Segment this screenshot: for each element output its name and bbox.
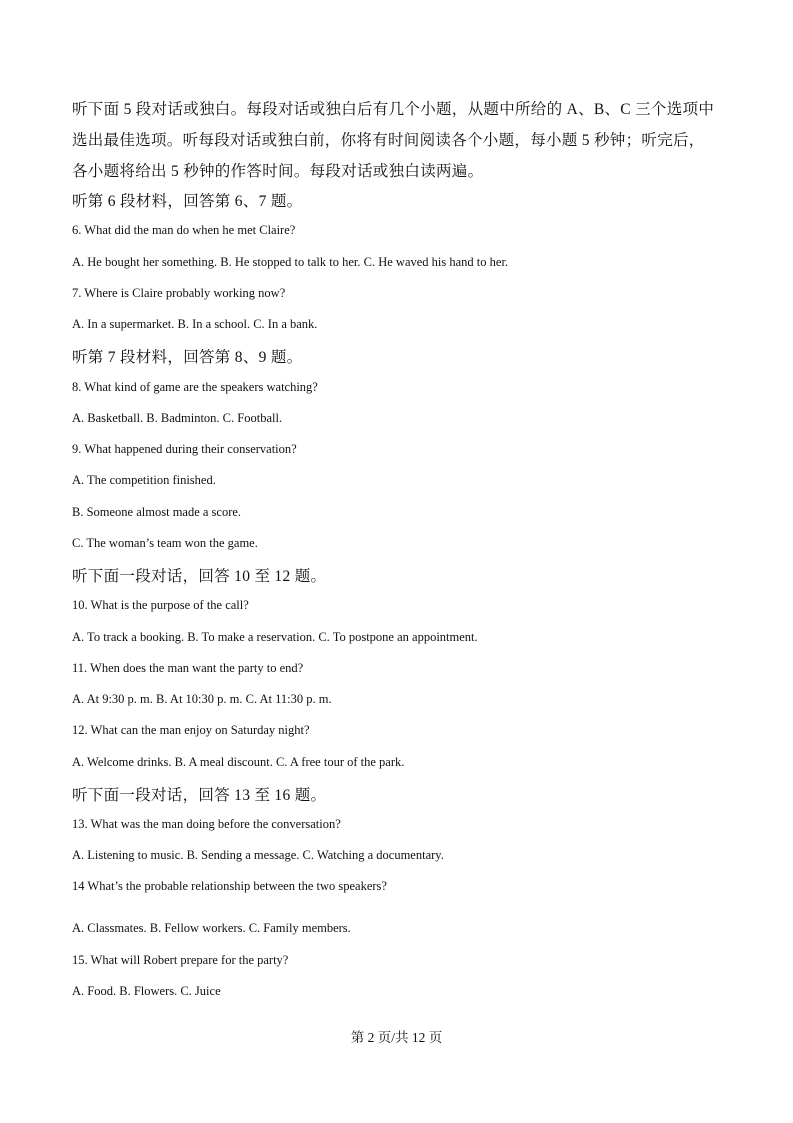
question-7-options: A. In a supermarket. B. In a school. C. In a bank. <box>72 317 318 331</box>
question-14-options: A. Classmates. B. Fellow workers. C. Family members. <box>72 921 351 935</box>
question-10: 10. What is the purpose of the call? <box>72 598 249 612</box>
section-heading: 听下面一段对话，回答 10 至 12 题。 <box>72 568 327 585</box>
question-15-options: A. Food. B. Flowers. C. Juice <box>72 984 221 998</box>
question-7: 7. Where is Claire probably working now? <box>72 286 286 300</box>
question-6-options: A. He bought her something. B. He stopped to talk to her. C. He waved his hand to her. <box>72 255 509 269</box>
question-11: 11. When does the man want the party to end? <box>72 661 304 675</box>
section-heading: 听下面一段对话，回答 13 至 16 题。 <box>72 787 327 804</box>
section-heading: 听第 6 段材料，回答第 6、7 题。 <box>72 193 303 210</box>
instructions-line: 听下面 5 段对话或独白。每段对话或独白后有几个小题，从题中所给的 A、B、C 三个选项中 <box>72 101 715 118</box>
question-6: 6. What did the man do when he met Claire? <box>72 223 296 237</box>
question-9: 9. What happened during their conservation? <box>72 442 297 456</box>
question-12-options: A. Welcome drinks. B. A meal discount. C. A free tour of the park. <box>72 755 405 769</box>
question-14: 14 What’s the probable relationship between the two speakers? <box>72 879 387 893</box>
question-10-options: A. To track a booking. B. To make a reservation. C. To postpone an appointment. <box>72 630 478 644</box>
question-11-options: A. At 9:30 p. m. B. At 10:30 p. m. C. At 11:30 p. m. <box>72 692 332 706</box>
instructions-line: 各小题将给出 5 秒钟的作答时间。每段对话或独白读两遍。 <box>72 163 484 180</box>
question-9-option-c: C. The woman’s team won the game. <box>72 536 258 550</box>
question-15: 15. What will Robert prepare for the party? <box>72 953 289 967</box>
question-9-option-a: A. The competition finished. <box>72 473 216 487</box>
instructions-line: 选出最佳选项。听每段对话或独白前，你将有时间阅读各个小题，每小题 5 秒钟；听完后， <box>72 132 705 149</box>
question-13-options: A. Listening to music. B. Sending a message. C. Watching a documentary. <box>72 848 444 862</box>
question-8: 8. What kind of game are the speakers watching? <box>72 380 318 394</box>
section-heading: 听第 7 段材料，回答第 8、9 题。 <box>72 349 303 366</box>
page-number: 第 2 页/共 12 页 <box>350 1030 443 1045</box>
question-12: 12. What can the man enjoy on Saturday night? <box>72 723 310 737</box>
question-9-option-b: B. Someone almost made a score. <box>72 505 242 519</box>
instructions-paragraph <box>72 94 732 187</box>
question-8-options: A. Basketball. B. Badminton. C. Football. <box>72 411 283 425</box>
question-13: 13. What was the man doing before the conversation? <box>72 817 341 831</box>
